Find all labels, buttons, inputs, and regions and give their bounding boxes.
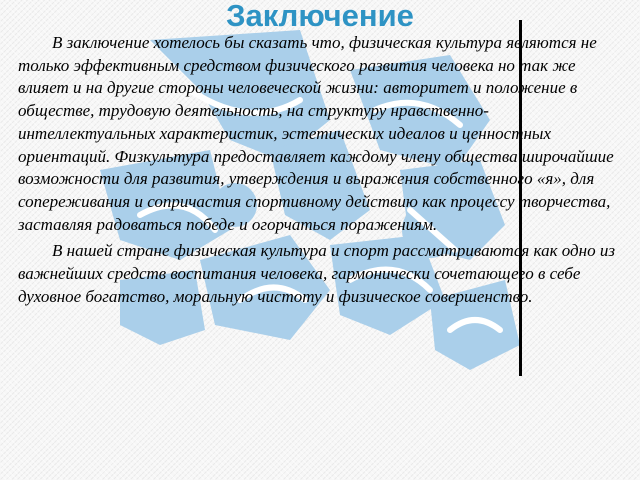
paragraph-2: В нашей стране физическая культура и спорт рассматриваются как одно из важнейших средств воспитания человека, гармонически сочетающего в себе духовное богатство, моральную чистоту и физическое совершенство.: [18, 241, 615, 306]
slide-body: [18, 32, 618, 312]
paragraph-1: В заключение хотелось бы сказать что, физическая культура являются не только эффективным средством физического развития человека но так же влияет и на другие стороны человеческой жизни: авторитет и положение в обществе, трудовую деятельность, на структуру нравственно-интеллектуальных характеристик, эстетических идеалов и ценностных ориентаций. Физкультура предоставляет каждому члену общества широчайшие возможности для развития, утверждения и выражения собственного «я», для сопереживания и сопричастия спортивному действию как процессу творчества, заставляя радоваться победе и огорчаться поражениям.: [18, 33, 614, 234]
slide-title: Заключение: [226, 0, 414, 33]
